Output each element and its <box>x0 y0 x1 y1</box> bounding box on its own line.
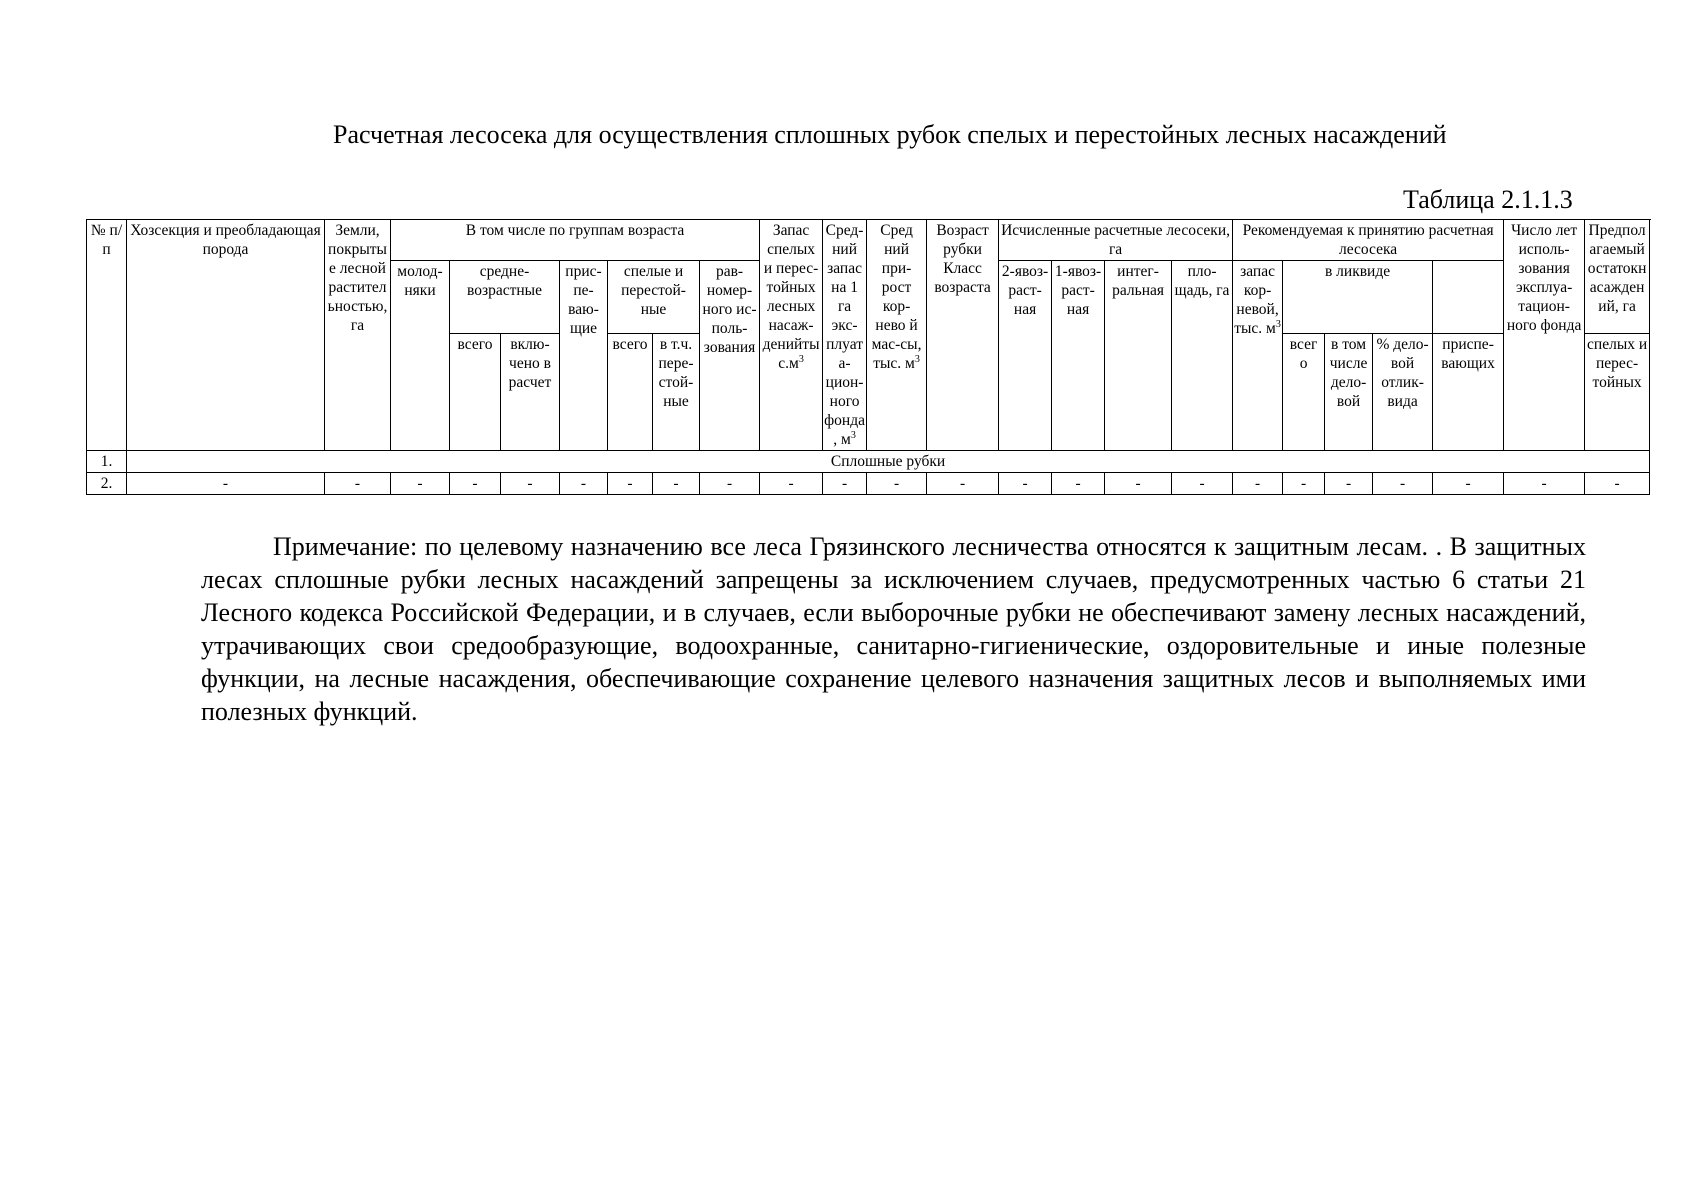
header-two-age: 2-явоз-раст-ная <box>999 261 1052 451</box>
header-avg-growth <box>867 220 927 451</box>
header-stock-text: Запас спелых и перес-тойных лесных насаж-денийтыс.м <box>762 222 820 372</box>
table-cell: - <box>1585 473 1650 495</box>
header-mature-over: в т.ч. пере-стой-ные <box>653 334 700 451</box>
table-cell: - <box>608 473 653 495</box>
table-cell: - <box>391 473 450 495</box>
unit-superscript: 3 <box>850 429 856 441</box>
header-years: Число лет исполь-зования эксплуа-тацион-ного фонда <box>1504 220 1585 451</box>
header-root-stock <box>1233 261 1283 451</box>
header-area: пло-щадь, га <box>1172 261 1233 451</box>
note-paragraph <box>201 530 1586 728</box>
note-text: Примечание: по целевому назначению все леса Грязинского лесничества относятся к защитным лесам. . В защитных лесах сплошные рубки лесных насаждений запрещены за исключением случаев, предусмотренных частью 6 статьи 21 Лесного кодекса Российской Федерации, и в случаев, если выборочные рубки не обеспечивают замену лесных насаждений, утрачивающих свои средообразующие, водоохранные, санитарно-гигиенические, оздоровительные и иные полезные функции, на лесные насаждения, обеспечивающие сохранение целевого назначения защитных лесов и выполняемых ими полезных функций. <box>201 532 1586 726</box>
header-mature-total: всего <box>608 334 653 451</box>
header-avg-stock <box>823 220 867 451</box>
table-cell: - <box>700 473 760 495</box>
table-cell: - <box>1283 473 1325 495</box>
table-cell: - <box>927 473 999 495</box>
header-recommended: Рекомендуемая к принятию расчетная лесосека <box>1233 220 1504 261</box>
header-middle-total: всего <box>450 334 501 451</box>
row-number: 1. <box>87 451 127 473</box>
header-age-class: Возраст рубки Класс возраста <box>927 220 999 451</box>
header-calc-cuts: Исчисленные расчетные лесосеки, га <box>999 220 1233 261</box>
table-cell: - <box>760 473 823 495</box>
header-num: № п/п <box>87 220 127 451</box>
unit-superscript: 3 <box>798 353 804 365</box>
table-row <box>87 473 1650 495</box>
header-liquid-business: в том числе дело-вой <box>1325 334 1373 451</box>
table-cell: - <box>1052 473 1105 495</box>
header-avg-growth-text: Сред ний при-рост кор-нево й мас-сы, тыс. м <box>871 222 922 372</box>
header-section: Хозсекция и преобладающая порода <box>127 220 325 451</box>
table-cell: - <box>1504 473 1585 495</box>
header-age-groups: В том числе по группам возраста <box>391 220 760 261</box>
table-cell: - <box>823 473 867 495</box>
unit-superscript: 3 <box>1275 318 1281 330</box>
table-cell: - <box>1233 473 1283 495</box>
document-title: Расчетная лесосека для осуществления сплошных рубок спелых и перестойных лесных насаждений <box>333 120 1447 149</box>
header-rem-mature: спелых и перес-тойных <box>1585 334 1650 451</box>
header-middle: средне-возрастные <box>450 261 560 334</box>
table-cell: - <box>1325 473 1373 495</box>
table-number: Таблица 2.1.1.3 <box>1403 185 1573 214</box>
header-young: молод-няки <box>391 261 450 451</box>
header-middle-included: вклю-чено в расчет <box>501 334 560 451</box>
table-cell: - <box>1373 473 1433 495</box>
header-one-age: 1-явоз-раст-ная <box>1052 261 1105 451</box>
table-cell: - <box>325 473 391 495</box>
header-root-stock-text: запас кор-невой, тыс. м <box>1234 263 1279 337</box>
table-cell: - <box>1433 473 1504 495</box>
row-number: 2. <box>87 473 127 495</box>
table-cell: - <box>1172 473 1233 495</box>
header-uniform: рав-номер-ного ис-поль-зования <box>700 261 760 451</box>
header-avg-stock-text: Сред-ний запас на 1 га экс-плуата-цион-ного фонда, м <box>824 222 865 448</box>
table-cell: - <box>501 473 560 495</box>
header-business-pct: % дело-вой отлик-вида <box>1373 334 1433 451</box>
section-label: Сплошные рубки <box>127 451 1650 473</box>
table-cell: - <box>560 473 608 495</box>
header-rem-maturing: приспе-вающих <box>1433 334 1504 451</box>
table-cell: - <box>867 473 927 495</box>
unit-superscript: 3 <box>914 353 920 365</box>
cutting-area-table <box>86 219 1650 495</box>
header-land: Земли, покрытые лесной растительностью, га <box>325 220 391 451</box>
header-remainder: Предполагаемый остатокнасаждений, га <box>1585 220 1650 334</box>
table-cell: - <box>127 473 325 495</box>
header-integral: интег-ральная <box>1105 261 1172 451</box>
header-liquid: в ликвиде <box>1283 261 1433 334</box>
table-cell: - <box>1105 473 1172 495</box>
header-mature: спелые и перестой-ные <box>608 261 700 334</box>
header-maturing: прис-пе-ваю-щие <box>560 261 608 451</box>
header-stock <box>760 220 823 451</box>
table-cell: - <box>999 473 1052 495</box>
header-liquid-total: всег о <box>1283 334 1325 451</box>
table-cell: - <box>450 473 501 495</box>
table-cell: - <box>653 473 700 495</box>
table-row <box>87 451 1650 473</box>
